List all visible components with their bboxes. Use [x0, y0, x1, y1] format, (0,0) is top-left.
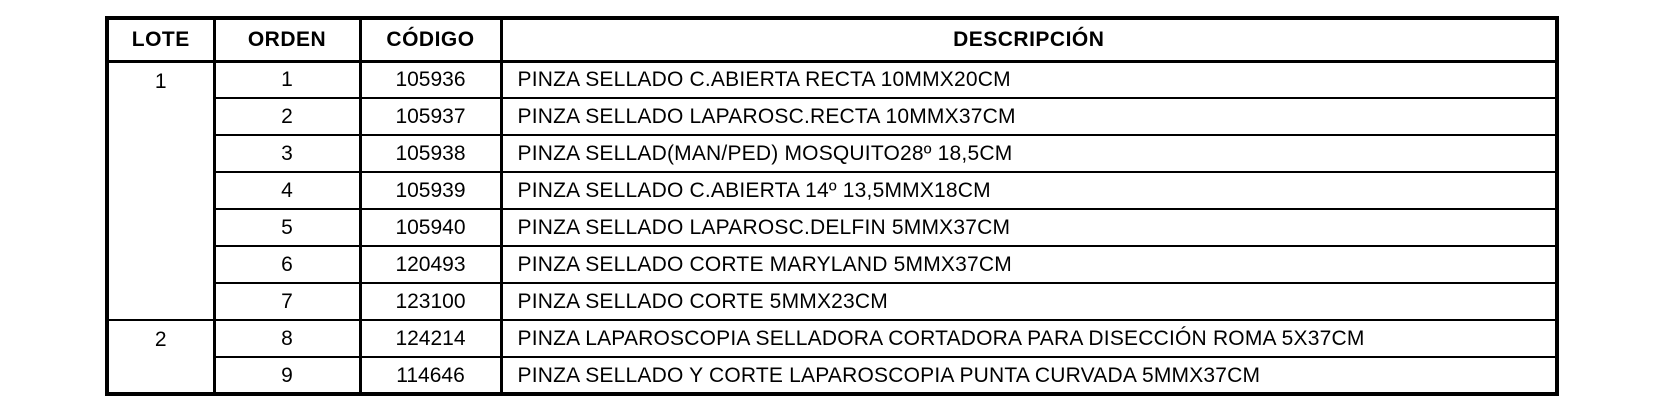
descripcion-cell: PINZA SELLADO CORTE MARYLAND 5MMX37CM: [501, 246, 1557, 283]
column-header-codigo: CÓDIGO: [360, 18, 501, 61]
codigo-cell: 120493: [360, 246, 501, 283]
orden-cell: 8: [214, 320, 360, 357]
table-row: [107, 283, 1557, 320]
table-row: [107, 246, 1557, 283]
column-header-lote: LOTE: [107, 18, 214, 61]
table-row: [107, 135, 1557, 172]
orden-cell: 5: [214, 209, 360, 246]
table-row: [107, 320, 1557, 357]
descripcion-cell: PINZA SELLAD(MAN/PED) MOSQUITO28º 18,5CM: [501, 135, 1557, 172]
descripcion-cell: PINZA LAPAROSCOPIA SELLADORA CORTADORA PARA DISECCIÓN ROMA 5X37CM: [501, 320, 1557, 357]
descripcion-cell: PINZA SELLADO Y CORTE LAPAROSCOPIA PUNTA CURVADA 5MMX37CM: [501, 357, 1557, 394]
codigo-cell: 105937: [360, 98, 501, 135]
orden-cell: 7: [214, 283, 360, 320]
column-header-descripcion: DESCRIPCIÓN: [501, 18, 1557, 61]
codigo-cell: 123100: [360, 283, 501, 320]
orden-cell: 6: [214, 246, 360, 283]
orden-cell: 2: [214, 98, 360, 135]
table-row: [107, 98, 1557, 135]
table-row: [107, 209, 1557, 246]
codigo-cell: 105940: [360, 209, 501, 246]
codigo-cell: 114646: [360, 357, 501, 394]
table-row: [107, 172, 1557, 209]
descripcion-cell: PINZA SELLADO LAPAROSC.DELFIN 5MMX37CM: [501, 209, 1557, 246]
lote-group-cell: 2: [107, 320, 214, 394]
orden-cell: 4: [214, 172, 360, 209]
table-row: [107, 61, 1557, 98]
orden-cell: 1: [214, 61, 360, 98]
codigo-cell: 105936: [360, 61, 501, 98]
descripcion-cell: PINZA SELLADO C.ABIERTA 14º 13,5MMX18CM: [501, 172, 1557, 209]
column-header-orden: ORDEN: [214, 18, 360, 61]
procurement-lots-table: [105, 16, 1559, 396]
table-row: [107, 357, 1557, 394]
orden-cell: 9: [214, 357, 360, 394]
codigo-cell: 105939: [360, 172, 501, 209]
codigo-cell: 124214: [360, 320, 501, 357]
orden-cell: 3: [214, 135, 360, 172]
codigo-cell: 105938: [360, 135, 501, 172]
lote-group-cell: 1: [107, 61, 214, 320]
descripcion-cell: PINZA SELLADO CORTE 5MMX23CM: [501, 283, 1557, 320]
header-row: [107, 18, 1557, 61]
descripcion-cell: PINZA SELLADO LAPAROSC.RECTA 10MMX37CM: [501, 98, 1557, 135]
descripcion-cell: PINZA SELLADO C.ABIERTA RECTA 10MMX20CM: [501, 61, 1557, 98]
